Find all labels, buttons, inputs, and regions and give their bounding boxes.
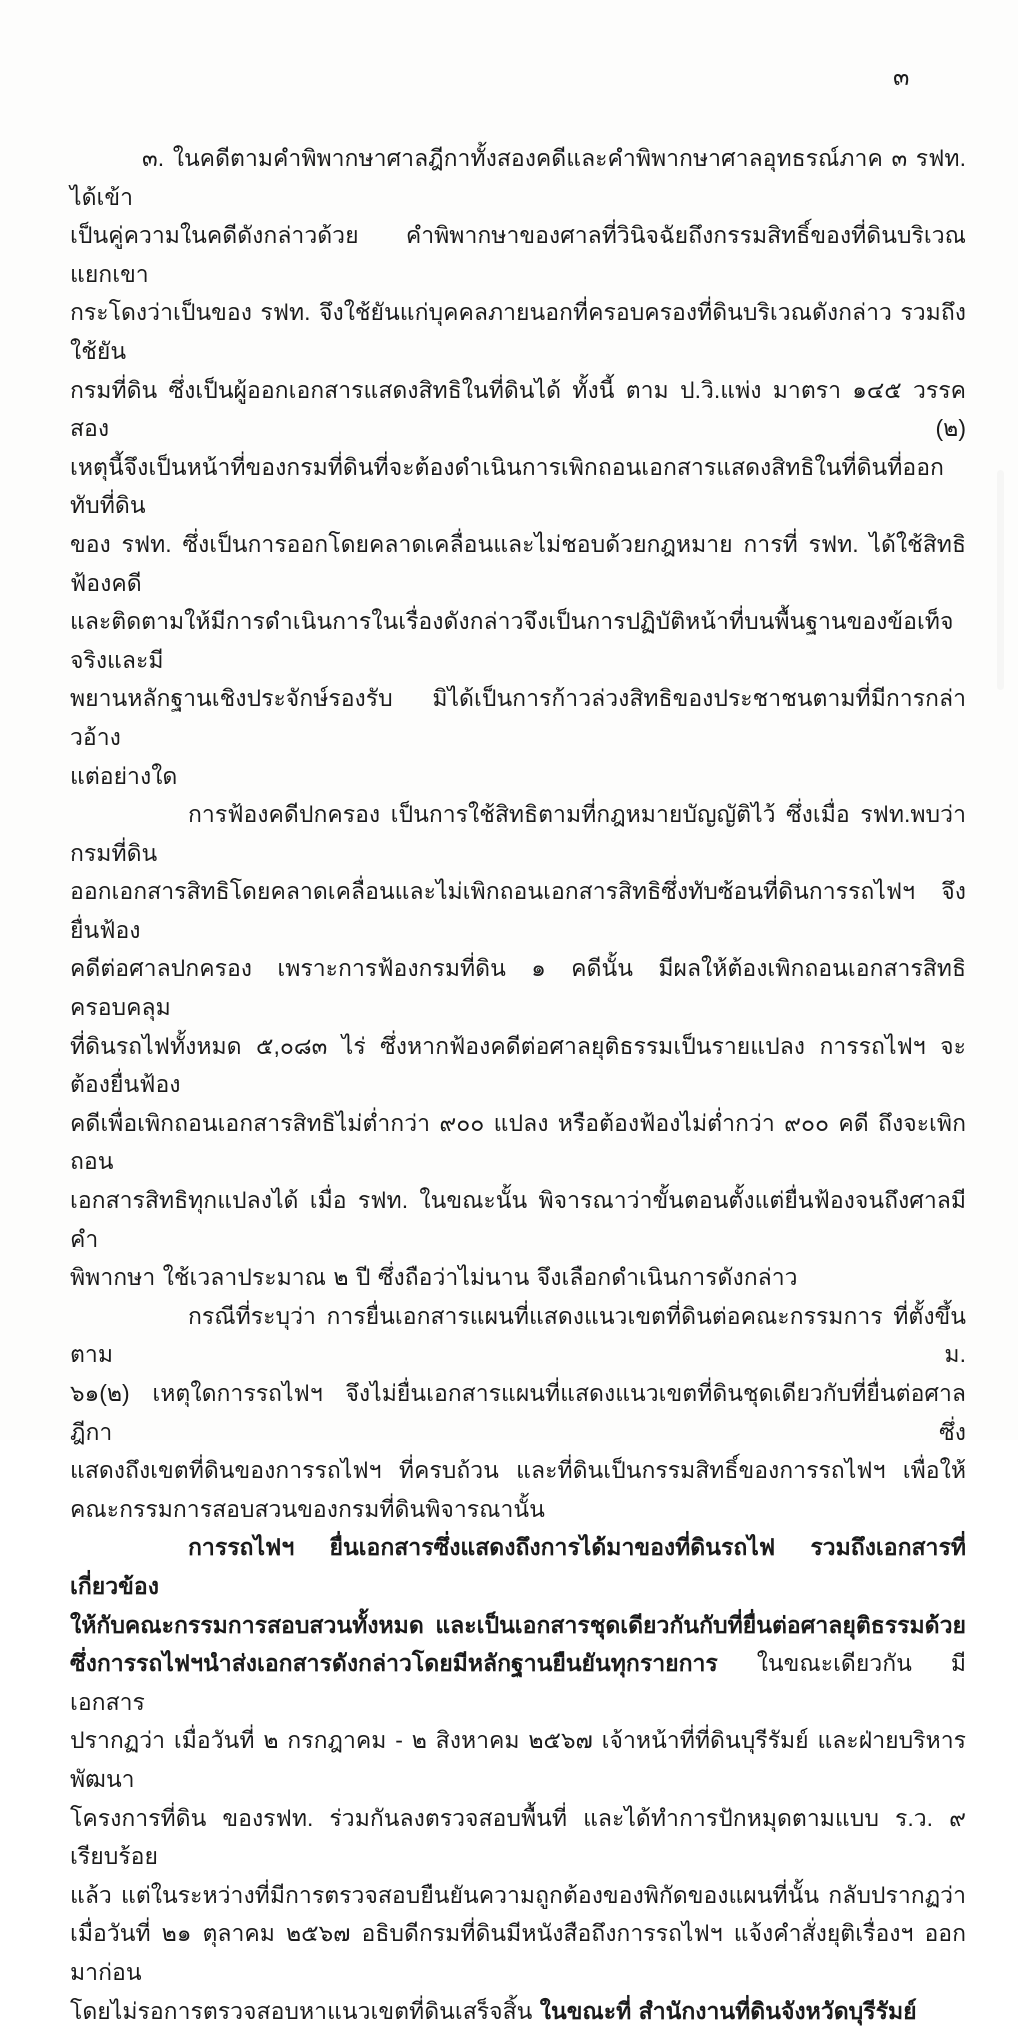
text-line: ปรากฏว่า เมื่อวันที่ ๒ กรกฎาคม - ๒ สิงหาคม ๒๕๖๗ เจ้าหน้าที่ที่ดินบุรีรัมย์ และฝ่ายบริหารพัฒนา — [70, 1721, 966, 1798]
text-line: แสดงถึงเขตที่ดินของการรถไฟฯ ที่ครบถ้วน และที่ดินเป็นกรรมสิทธิ์ของการรถไฟฯ เพื่อให้ — [70, 1451, 966, 1490]
bold-segment: ซึ่งการรถไฟฯนำส่งเอกสารดังกล่าวโดยมีหลักฐานยืนยันทุกรายการ — [70, 1650, 718, 1676]
text-line: กระโดงว่าเป็นของ รฟท. จึงใช้ยันแก่บุคคลภายนอกที่ครอบครองที่ดินบริเวณดังกล่าว รวมถึงใช้ยัน — [70, 293, 966, 370]
text-line: แต่อย่างใด — [70, 757, 966, 796]
text-line: โครงการที่ดิน ของรฟท. ร่วมกันลงตรวจสอบพื้นที่ และได้ทำการปักหมุดตามแบบ ร.ว. ๙ เรียบร้อย — [70, 1799, 966, 1876]
text-line: ที่ดินรถไฟทั้งหมด ๕,๐๘๓ ไร่ ซึ่งหากฟ้องคดีต่อศาลยุติธรรมเป็นรายแปลง การรถไฟฯ จะต้องยื่นฟ้อง — [70, 1027, 966, 1104]
scan-artifact — [96, 1043, 142, 1055]
text-line: และติดตามให้มีการดำเนินการในเรื่องดังกล่าวจึงเป็นการปฏิบัติหน้าที่บนพื้นฐานของข้อเท็จจริงและมี — [70, 602, 966, 679]
text-line: ให้กับคณะกรรมการสอบสวนทั้งหมด และเป็นเอกสารชุดเดียวกันกับที่ยื่นต่อศาลยุติธรรมด้วย — [70, 1606, 966, 1645]
text-line: การฟ้องคดีปกครอง เป็นการใช้สิทธิตามที่กฎหมายบัญญัติไว้ ซึ่งเมื่อ รฟท.พบว่ากรมที่ดิน — [70, 795, 966, 872]
text-line: เหตุนี้จึงเป็นหน้าที่ของกรมที่ดินที่จะต้องดำเนินการเพิกถอนเอกสารแสดงสิทธิในที่ดินที่ออกทับที่ดิน — [70, 448, 966, 525]
text-line: คดีต่อศาลปกครอง เพราะการฟ้องกรมที่ดิน ๑ คดีนั้น มีผลให้ต้องเพิกถอนเอกสารสิทธิครอบคลุม — [70, 949, 966, 1026]
text-line: กรมที่ดิน ซึ่งเป็นผู้ออกเอกสารแสดงสิทธิในที่ดินได้ ทั้งนี้ ตาม ป.วิ.แพ่ง มาตรา ๑๔๕ วรรคสอง (๒) — [70, 371, 966, 448]
text-line: พิพากษา ใช้เวลาประมาณ ๒ ปี ซึ่งถือว่าไม่นาน จึงเลือกดำเนินการดังกล่าว — [70, 1258, 966, 1297]
bold-segment: ในขณะที่ สำนักงานที่ดินจังหวัดบุรีรัมย์ — [540, 1998, 917, 2024]
text-line: ออกเอกสารสิทธิโดยคลาดเคลื่อนและไม่เพิกถอนเอกสารสิทธิซึ่งทับซ้อนที่ดินการรถไฟฯ จึงยื่นฟ้อง — [70, 872, 966, 949]
regular-segment: โดยไม่รอการตรวจสอบหาแนวเขตที่ดินเสร็จสิ้น — [70, 1998, 540, 2024]
text-line: แล้ว แต่ในระหว่างที่มีการตรวจสอบยืนยันความถูกต้องของพิกัดของแผนที่นั้น กลับปรากฏว่า — [70, 1876, 966, 1915]
paragraph-4 — [70, 1528, 966, 2030]
text-line: เมื่อวันที่ ๒๑ ตุลาคม ๒๕๖๗ อธิบดีกรมที่ดินมีหนังสือถึงการรถไฟฯ แจ้งคำสั่งยุติเรื่องฯ ออกมาก่อน — [70, 1914, 966, 1991]
text-line: ของ รฟท. ซึ่งเป็นการออกโดยคลาดเคลื่อนและไม่ชอบด้วยกฎหมาย การที่ รฟท. ได้ใช้สิทธิฟ้องคดี — [70, 525, 966, 602]
text-line — [70, 1992, 966, 2030]
scan-artifact — [997, 470, 1004, 690]
text-line — [70, 1644, 966, 1721]
paragraph-3 — [70, 1297, 966, 1529]
paragraph-2 — [70, 795, 966, 1297]
text-line: คดีเพื่อเพิกถอนเอกสารสิทธิไม่ต่ำกว่า ๙๐๐ แปลง หรือต้องฟ้องไม่ต่ำกว่า ๙๐๐ คดี ถึงจะเพิกถอน — [70, 1104, 966, 1181]
page-number: ๓ — [893, 63, 909, 93]
text-line: คณะกรรมการสอบสวนของกรมที่ดินพิจารณานั้น — [70, 1490, 966, 1529]
text-line: พยานหลักฐานเชิงประจักษ์รองรับ มิได้เป็นการก้าวล่วงสิทธิของประชาชนตามที่มีการกล่าวอ้าง — [70, 679, 966, 756]
text-line: เอกสารสิทธิทุกแปลงได้ เมื่อ รฟท. ในขณะนั้น พิจารณาว่าขั้นตอนตั้งแต่ยื่นฟ้องจนถึงศาลมีคำ — [70, 1181, 966, 1258]
text-line: ๓. ในคดีตามคำพิพากษาศาลฎีกาทั้งสองคดีและคำพิพากษาศาลอุทธรณ์ภาค ๓ รฟท. ได้เข้า — [70, 139, 966, 216]
text-line: ๖๑(๒) เหตุใดการรถไฟฯ จึงไม่ยื่นเอกสารแผนที่แสดงแนวเขตที่ดินชุดเดียวกับที่ยื่นต่อศาลฎีกา ซึ่ง — [70, 1374, 966, 1451]
text-line: กรณีที่ระบุว่า การยื่นเอกสารแผนที่แสดงแนวเขตที่ดินต่อคณะกรรมการ ที่ตั้งขึ้นตาม ม. — [70, 1297, 966, 1374]
paragraph-1 — [70, 139, 966, 795]
text-line: การรถไฟฯ ยื่นเอกสารซึ่งแสดงถึงการได้มาของที่ดินรถไฟ รวมถึงเอกสารที่เกี่ยวข้อง — [70, 1528, 966, 1605]
regular-segment: ในขณะเดียวกัน มีเอกสาร — [70, 1650, 966, 1715]
text-line: เป็นคู่ความในคดีดังกล่าวด้วย คำพิพากษาของศาลที่วินิจฉัยถึงกรรมสิทธิ์ของที่ดินบริเวณแยกเขา — [70, 216, 966, 293]
document-body — [70, 139, 966, 2030]
